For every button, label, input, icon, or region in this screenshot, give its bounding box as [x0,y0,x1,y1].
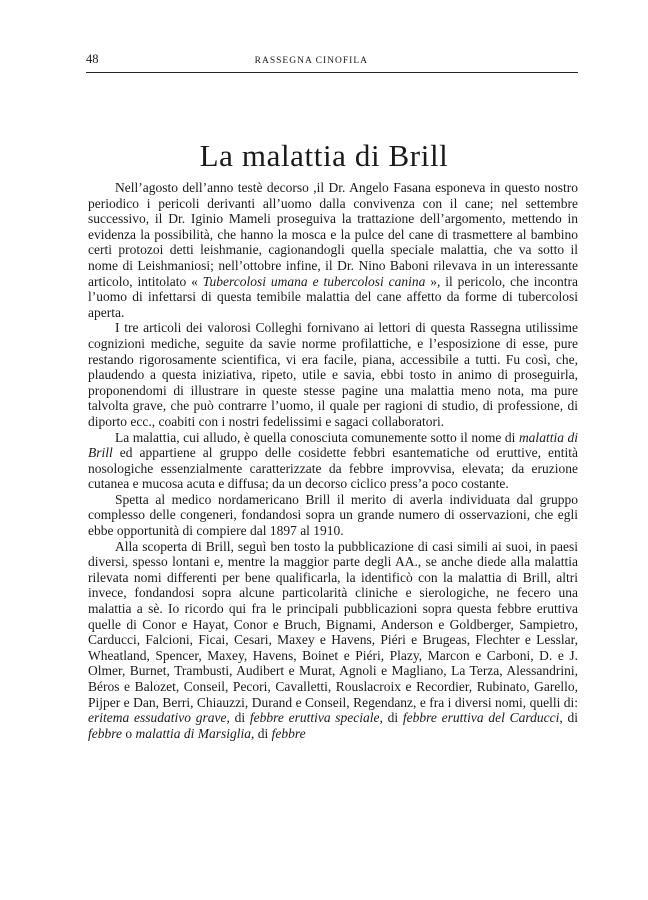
page-number: 48 [86,52,99,66]
italic-run: febbre [88,725,122,741]
paragraph [88,320,578,429]
text-run: , di [379,710,403,726]
italic-run: febbre eruttiva speciale [249,710,380,726]
italic-run: malattia di Marsiglia [135,725,252,741]
text-run: , di [226,710,250,726]
paragraph [88,430,578,492]
text-run: Alla scoperta di Brill, seguì ben tosto la pubblicazione di casi simili ai suoi, in paesi diversi, spesso lontani e, mentre la maggior parte degli AA., se anche diede alla malattia rilevata nomi differenti per bene qualificarla, la identificò con la malattia di Brill, altri invece, fondandosi sopra alcune particolarità cliniche e sierologiche, ne fecero una malattia a sè. Io ricordo qui fra le principali pubblicazioni sopra questa febbre eruttiva quelle di Conor e Hayat, Conor e Bruch, Bignami, Anderson e Goldberger, Sampietro, Carducci, Falcioni, Ficai, Cesari, Maxey e Havens, Piéri e Brugeas, Flechter e Lesslar, Wheatland, Spencer, Maxey, Havens, Boinet e Piéri, Plazy, Marcon e Carboni, D. e J. Olmer, Burnet, Trambusti, Audibert e Murat, Agnoli e Magliano, La Terza, Alessandrini, Béros e Balozet, Conseil, Pecori, Cavalletti, Rouslacroix e Recordier, Rubinato, Garello, Pijper e Dan, Berri, Chiauzzi, Durand e Conseil, Regendanz, e fra i diversi nomi, quelli di: [88,538,578,710]
paragraph [88,180,578,320]
text-run: I tre articoli dei valorosi Colleghi fornivano ai lettori di questa Rassegna utilissime cognizioni mediche, seguite da savie norme profilattiche, e l’esposizione di esse, pure restando rigorosamente scientifica, vi era facile, piana, accessibile a tutti. Fu così, che, plaudendo a questa iniziativa, ripeto, utile e savia, ebbi tosto in animo di proseguirla, proponendomi di illustrare in queste stesse pagine una malattia meno nota, ma pure talvolta grave, che può contrarre l’uomo, il quale per ragioni di studio, di professione, di diporto ecc., coabiti con i nostri fedelissimi e sagaci collaboratori. [88,320,578,429]
text-run: , di [251,725,272,741]
article-title: La malattia di Brill [199,138,449,173]
italic-run: eritema essudativo grave [88,710,227,726]
text-run: Nell’agosto dell’anno testè decorso ,il Dr. Angelo Fasana esponeva in questo nostro periodico i pericoli derivanti all’uomo dalla convivenza con il cane; nel settembre successivo, il Dr. Iginio Mameli proseguiva la trattazione dell’argomento, mettendo in evidenza la possibilità, che hanno la mosca e la pulce del cane di trasmettere al bambino certi protozoi detti leishmanie, cagionandogli quella speciale malattia, che va sotto il nome di Leishmaniosi; nell’ottobre infine, il Dr. Nino Baboni rilevava in un interessante articolo, intitolato « [88,180,578,289]
italic-run: febbre eruttiva del Carducci [402,710,560,726]
italic-run: Tubercolosi umana e tubercolosi canina [197,273,431,289]
text-run: Spetta al medico nordamericano Brill il merito di averla individuata dal gruppo complesso delle congeneri, fondandosi sopra un grande numero di osservazioni, che egli ebbe opportunità di compiere dal 1897 al 1910. [88,491,578,539]
text-run: o [122,725,136,741]
italic-run: malattia di Brill [88,429,578,461]
text-run: », il pericolo, che incontra l’uomo di infettarsi di questa temibile malattia del cane affetto da forme di tubercolosi aperta. [88,273,578,320]
italic-run: febbre [271,725,306,741]
text-run: , di [559,710,578,726]
journal-title: RASSEGNA CINOFILA [254,56,368,66]
text-run: ed appartiene al gruppo delle cosidette febbri esantematiche od eruttive, entità nosologiche essenzialmente caratterizzate da febbre improvvisa, elevata; da eruzione cutanea e mucosa acuta e diffusa; da un decorso ciclico press’a poco costante. [88,445,578,492]
header-rule [86,72,578,73]
paragraph [88,492,578,539]
running-head [86,52,578,67]
paragraph [88,539,578,742]
article-body [88,180,578,741]
text-run: La malattia, cui alludo, è quella conosciuta comunemente sotto il nome di [115,429,519,445]
